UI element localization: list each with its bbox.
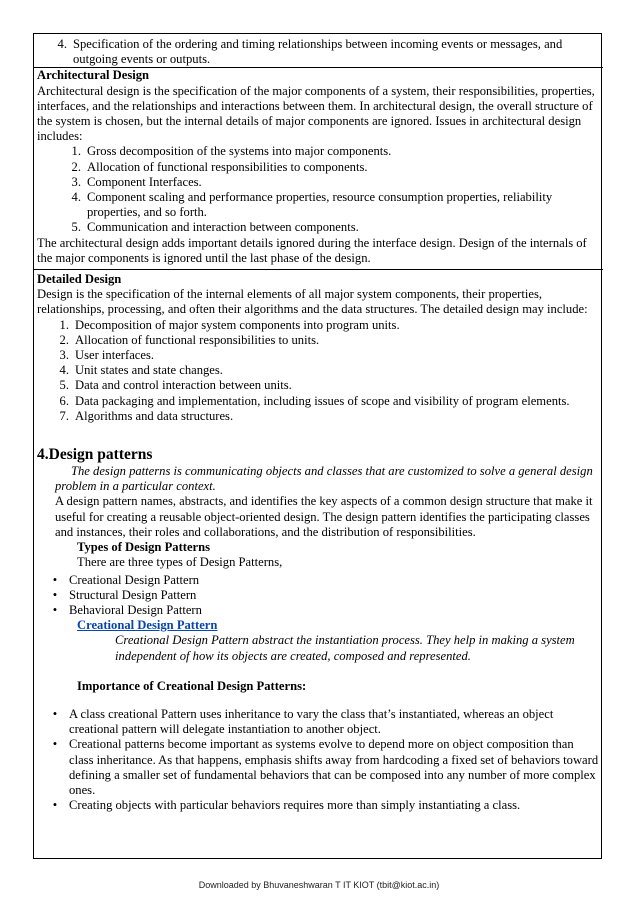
list-number: 4. — [71, 190, 81, 205]
detailed-heading: Detailed Design — [37, 272, 122, 287]
list-text: Data and control interaction between units. — [75, 378, 292, 393]
bullet-icon: • — [52, 602, 58, 617]
top-list-item — [37, 37, 600, 67]
architectural-closing: The architectural design adds important details ignored during the interface design. Design of the internals of the major components is ignored until the last phase of the design. — [37, 235, 587, 265]
design-patterns-paragraph: A design pattern names, abstracts, and identifies the key aspects of a common design structure that make it useful for creating a reusable object-oriented design. The design pattern identifies the participating classes and instances, their roles and collaborations, and the distribution of responsibilities. — [55, 494, 593, 539]
list-number: 3. — [59, 348, 69, 363]
bullet-icon: • — [52, 572, 58, 587]
types-intro: There are three types of Design Patterns, — [77, 555, 283, 570]
list-item — [37, 573, 600, 588]
types-heading: Types of Design Patterns — [77, 540, 211, 555]
list-text: Structural Design Pattern — [69, 587, 197, 602]
list-number: 6. — [59, 393, 69, 408]
list-text: Algorithms and data structures. — [75, 408, 234, 423]
list-item — [47, 394, 600, 409]
list-item — [47, 333, 600, 348]
list-text: Behavioral Design Pattern — [69, 602, 202, 617]
design-patterns-definition: The design patterns is communicating objects and classes that are customized to solve a general design problem in a particular context. — [55, 464, 593, 494]
list-item — [37, 707, 600, 737]
design-patterns-heading: 4.Design patterns — [37, 446, 153, 464]
list-text: Specification of the ordering and timing relationships between incoming events or messages, and outgoing events or outputs. — [73, 37, 563, 67]
list-text: Data packaging and implementation, including issues of scope and visibility of program elements. — [75, 393, 570, 408]
list-item — [37, 588, 600, 603]
list-item — [47, 363, 600, 378]
creational-description: Creational Design Pattern abstract the instantiation process. They help in making a system independent of how its objects are created, composed and represented. — [115, 633, 575, 663]
list-number: 4. — [57, 37, 67, 51]
bullet-icon: • — [52, 706, 58, 721]
list-number: 2. — [59, 332, 69, 347]
list-number: 4. — [59, 363, 69, 378]
list-item — [59, 144, 600, 159]
list-text: User interfaces. — [75, 348, 155, 363]
list-number: 5. — [71, 220, 81, 235]
list-text: Allocation of functional responsibilities to components. — [87, 159, 368, 174]
list-number: 7. — [59, 408, 69, 423]
list-item — [47, 409, 600, 424]
list-item — [59, 160, 600, 175]
list-number: 1. — [71, 144, 81, 159]
list-item — [47, 378, 600, 393]
detailed-list — [37, 318, 600, 424]
bullet-icon: • — [52, 798, 58, 813]
importance-list — [37, 707, 600, 813]
list-text: Creating objects with particular behaviors requires more than simply instantiating a class. — [69, 798, 521, 813]
architectural-list — [37, 144, 600, 235]
list-text: Component Interfaces. — [87, 174, 202, 189]
list-item — [47, 318, 600, 333]
list-item — [37, 603, 600, 618]
bullet-icon: • — [52, 737, 58, 752]
divider — [34, 269, 603, 270]
architectural-intro: Architectural design is the specification of the major components of a system, their responsibilities, properties, interfaces, and the relationships and interactions between them. In architectural design, the overall structure of the system is chosen, but the internal details of major components are ignored. Issues in architectural design includes: — [37, 83, 595, 144]
architectural-heading: Architectural Design — [37, 68, 150, 83]
creational-pattern-link[interactable]: Creational Design Pattern — [77, 618, 218, 633]
list-item — [59, 175, 600, 190]
types-list — [37, 573, 600, 619]
list-item — [59, 220, 600, 235]
design-patterns-section — [37, 464, 600, 570]
list-number: 3. — [71, 174, 81, 189]
list-number: 5. — [59, 378, 69, 393]
document-body — [37, 37, 600, 813]
download-footer: Downloaded by Bhuvaneshwaran T IT KIOT (tbit@kiot.ac.in) — [198, 880, 440, 890]
list-text: A class creational Pattern uses inheritance to vary the class that’s instantiated, whereas an object creational pattern will delegate instantiation to another object. — [69, 706, 554, 737]
importance-heading: Importance of Creational Design Patterns: — [77, 678, 307, 693]
list-text: Decomposition of major system components into program units. — [75, 317, 400, 332]
list-text: Gross decomposition of the systems into major components. — [87, 144, 392, 159]
creational-section — [37, 618, 600, 694]
detailed-intro: Design is the specification of the internal elements of all major system components, their properties, relationships, processing, and often their algorithms and the data structures. The detailed design may include: — [37, 287, 588, 317]
list-item — [37, 798, 600, 813]
list-text: Allocation of functional responsibilities to units. — [75, 332, 320, 347]
list-text: Creational patterns become important as systems evolve to depend more on object composition than class inheritance. As that happens, emphasis shifts away from hardcoding a fixed set of behaviors toward defining a smaller set of fundamental behaviors that can be composed into any number of more complex ones. — [69, 737, 599, 797]
list-item — [59, 190, 600, 220]
list-text: Creational Design Pattern — [69, 572, 200, 587]
list-text: Communication and interaction between components. — [87, 220, 359, 235]
list-item — [37, 737, 600, 798]
list-number: 2. — [71, 159, 81, 174]
list-text: Unit states and state changes. — [75, 363, 223, 378]
bullet-icon: • — [52, 587, 58, 602]
list-number: 1. — [59, 317, 69, 332]
list-text: Component scaling and performance properties, resource consumption properties, reliability properties, and so forth. — [87, 190, 553, 220]
list-item — [47, 348, 600, 363]
